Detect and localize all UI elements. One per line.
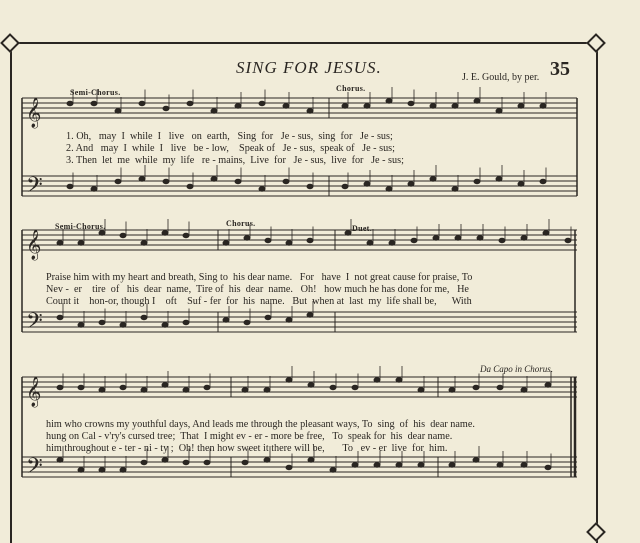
note-head [367, 241, 373, 245]
note-head [78, 468, 84, 472]
note-head [374, 378, 380, 382]
clef-symbol: 𝄢 [26, 309, 43, 339]
note-head [430, 177, 436, 181]
note-head [242, 388, 248, 392]
note-head [204, 460, 210, 464]
note-head [286, 318, 292, 322]
note-head [57, 241, 63, 245]
da-capo-annotation: Da Capo in Chorus. [480, 364, 554, 374]
note-head [78, 385, 84, 389]
note-head [139, 101, 145, 105]
clef-symbol: 𝄞 [26, 230, 42, 260]
note-head [455, 236, 461, 240]
note-head [91, 187, 97, 191]
lyric-line-s2-3: Count it hon-or, though I oft Suf - fer for his name. But when at last my life shall be, With [46, 296, 472, 307]
note-head [91, 101, 97, 105]
note-head [540, 104, 546, 108]
note-head [141, 460, 147, 464]
note-head [187, 101, 193, 105]
note-head [386, 187, 392, 191]
note-head [283, 104, 289, 108]
note-head [473, 385, 479, 389]
note-head [307, 184, 313, 188]
note-head [452, 187, 458, 191]
note-head [99, 468, 105, 472]
note-head [308, 458, 314, 462]
note-head [99, 231, 105, 235]
note-head [408, 101, 414, 105]
note-head [78, 323, 84, 327]
note-head [211, 177, 217, 181]
note-head [235, 104, 241, 108]
note-head [264, 458, 270, 462]
lyric-line-s3-2: hung on Cal - v'ry's cursed tree; That I might ev - er - more be free, To speak for his dear name. [46, 431, 453, 442]
note-head [499, 238, 505, 242]
note-head [67, 101, 73, 105]
note-head [244, 320, 250, 324]
note-head [364, 104, 370, 108]
note-head [120, 468, 126, 472]
note-head [352, 463, 358, 467]
clef-symbol: 𝄞 [26, 377, 42, 407]
note-head [99, 388, 105, 392]
note-head [345, 231, 351, 235]
note-head [433, 236, 439, 240]
duet-label: Duet. [352, 224, 372, 233]
page-number: 35 [550, 58, 570, 80]
note-head [286, 378, 292, 382]
note-head [162, 458, 168, 462]
note-head [259, 101, 265, 105]
note-head [163, 179, 169, 183]
note-head [521, 236, 527, 240]
note-head [120, 323, 126, 327]
note-head [265, 315, 271, 319]
hymn-title: SING FOR JESUS. [236, 58, 382, 77]
note-head [211, 109, 217, 113]
note-head [115, 179, 121, 183]
note-head [411, 238, 417, 242]
note-head [223, 318, 229, 322]
composer-credit: J. E. Gould, by per. [462, 72, 540, 83]
note-head [545, 465, 551, 469]
clef-symbol: 𝄢 [26, 454, 43, 484]
note-head [183, 320, 189, 324]
note-head [307, 238, 313, 242]
note-head [474, 179, 480, 183]
note-head [497, 463, 503, 467]
note-head [57, 458, 63, 462]
note-head [204, 385, 210, 389]
note-head [265, 238, 271, 242]
note-head [389, 241, 395, 245]
note-head [408, 182, 414, 186]
note-head [496, 177, 502, 181]
note-head [518, 182, 524, 186]
lyric-line-s3-1: him who crowns my youthful days, And leads me through the pleasant ways, To sing of his dear name. [46, 419, 475, 430]
note-head [162, 383, 168, 387]
note-head [473, 458, 479, 462]
clef-symbol: 𝄞 [26, 98, 42, 128]
note-head [364, 182, 370, 186]
note-head [286, 465, 292, 469]
note-head [497, 385, 503, 389]
note-head [449, 463, 455, 467]
note-head [308, 383, 314, 387]
note-head [115, 109, 121, 113]
note-head [418, 388, 424, 392]
lyric-line-s1-3: 3. Then let me while my life re - mains, Live for Je - sus, live for Je - sus; [66, 155, 404, 166]
clef-symbol: 𝄢 [26, 173, 43, 203]
note-head [259, 187, 265, 191]
note-head [540, 179, 546, 183]
note-head [283, 179, 289, 183]
lyric-line-s1-2: 2. And may I while I live be - low, Speak of Je - sus, speak of Je - sus; [66, 143, 395, 154]
note-head [342, 104, 348, 108]
note-head [120, 385, 126, 389]
note-head [223, 241, 229, 245]
note-head [242, 460, 248, 464]
lyric-line-s3-3: him throughout e - ter - ni - ty ; Oh! then how sweet it there will be, To ev - er live for him. [46, 443, 448, 454]
note-head [183, 460, 189, 464]
note-head [264, 388, 270, 392]
note-head [183, 233, 189, 237]
note-head [162, 231, 168, 235]
chorus-label: Chorus. [336, 84, 366, 93]
note-head [78, 241, 84, 245]
note-head [449, 388, 455, 392]
note-head [396, 378, 402, 382]
note-head [474, 99, 480, 103]
note-head [139, 177, 145, 181]
note-head [418, 463, 424, 467]
note-head [396, 463, 402, 467]
note-head [565, 238, 571, 242]
note-head [183, 388, 189, 392]
lyric-line-s2-1: Praise him with my heart and breath, Sing to his dear name. For have I not great cause for praise, To [46, 272, 473, 283]
note-head [187, 184, 193, 188]
note-head [386, 99, 392, 103]
note-head [235, 179, 241, 183]
note-head [163, 106, 169, 110]
note-head [162, 323, 168, 327]
note-head [518, 104, 524, 108]
note-head [244, 236, 250, 240]
note-head [99, 320, 105, 324]
note-head [330, 468, 336, 472]
note-head [120, 233, 126, 237]
note-head [67, 184, 73, 188]
note-head [330, 385, 336, 389]
note-head [521, 388, 527, 392]
note-head [286, 241, 292, 245]
note-head [141, 388, 147, 392]
semi-chorus-label: Semi-Chorus. [70, 88, 121, 97]
note-head [374, 463, 380, 467]
semi-chorus-label-2: Semi-Chorus. [55, 222, 106, 231]
note-head [307, 313, 313, 317]
note-head [57, 385, 63, 389]
note-head [342, 184, 348, 188]
lyric-line-s2-2: Nev - er tire of his dear name, Tire of his dear name. Oh! how much he has done for me, He [46, 284, 469, 295]
note-head [352, 385, 358, 389]
note-head [543, 231, 549, 235]
note-head [545, 383, 551, 387]
note-head [496, 109, 502, 113]
note-head [141, 241, 147, 245]
lyric-line-s1-1: 1. Oh, may I while I live on earth, Sing for Je - sus, sing for Je - sus; [66, 131, 393, 142]
note-head [57, 315, 63, 319]
note-head [141, 315, 147, 319]
note-head [430, 104, 436, 108]
note-head [452, 104, 458, 108]
chorus-label-2: Chorus. [226, 219, 256, 228]
note-head [477, 236, 483, 240]
note-head [307, 109, 313, 113]
note-head [521, 463, 527, 467]
